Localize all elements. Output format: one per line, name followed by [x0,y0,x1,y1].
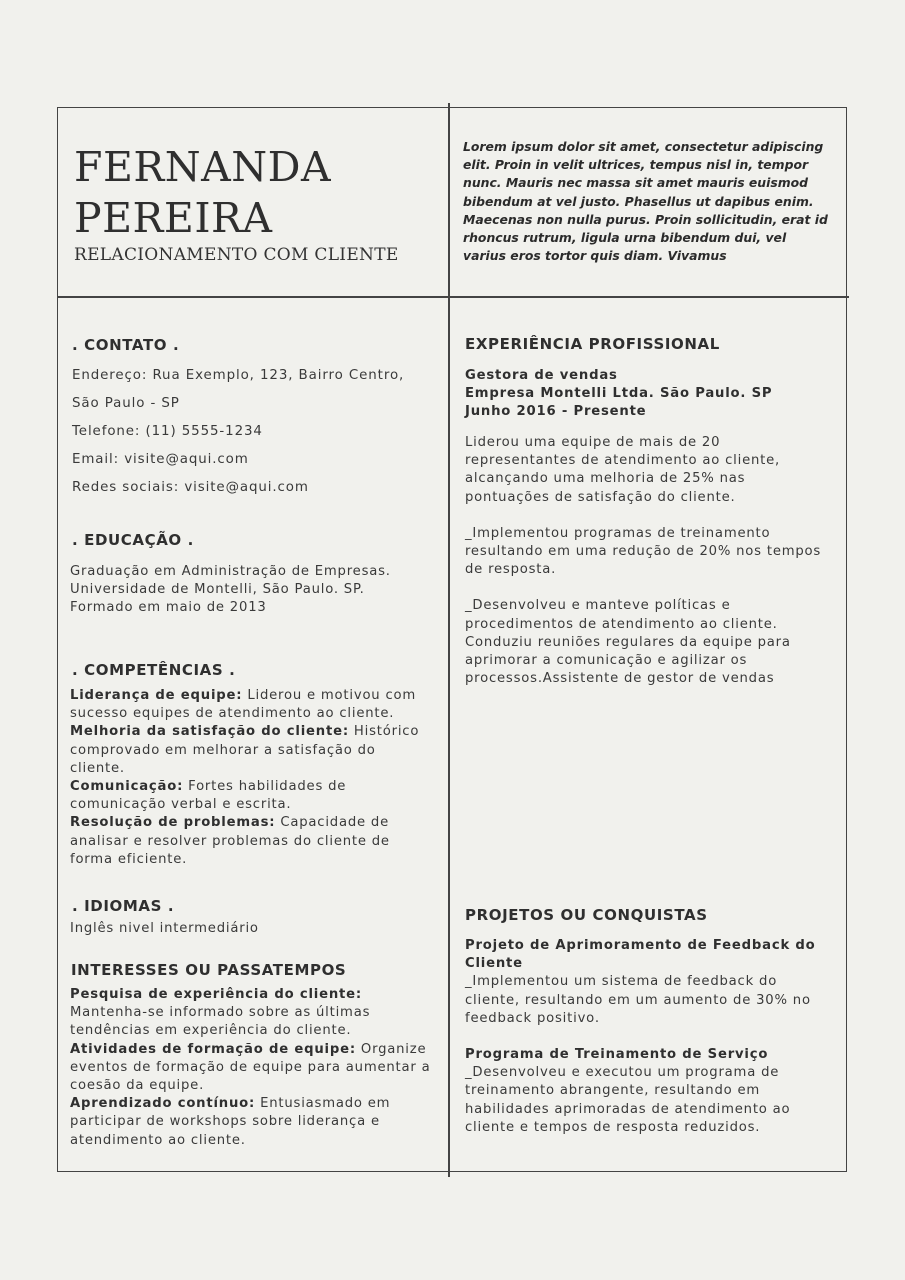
experience-heading: EXPERIÊNCIA PROFISSIONAL [465,335,720,353]
job-description [465,434,830,706]
project-title: Projeto de Aprimoramento de Feedback do Cliente [465,938,816,972]
project-item [465,937,825,1028]
projects-heading: PROJETOS OU CONQUISTAS [465,906,708,924]
skill-item: Liderança de equipe: Liderou e motivou com sucesso equipes de atendimento ao cliente. [70,688,417,722]
full-name [74,142,331,244]
project-text: _Desenvolveu e executou um programa de treinamento abrangente, resultando em habilidades aprimoradas de atendimento ao cliente e tempos de resposta reduzidos. [465,1065,791,1135]
project-title: Programa de Treinamento de Serviço [465,1047,769,1063]
skills-list [70,687,435,869]
horizontal-divider [57,296,849,298]
education-text: Graduação em Administração de Empresas. Universidade de Montelli, São Paulo. SP. Formado em maio de 2013 [70,564,391,616]
contact-heading: . CONTATO . [72,336,180,354]
interest-item: Atividades de formação de equipe: Organize eventos de formação de equipe para aumentar a coesão da equipe. [70,1041,431,1094]
languages-heading: . IDIOMAS . [72,897,175,915]
first-name: FERNANDA [74,143,332,191]
education-heading: . EDUCAÇÃO . [72,531,194,549]
contact-email: Email: visite@aqui.com [72,452,249,467]
skill-item: Comunicação: Fortes habilidades de comunicação verbal e escrita. [70,779,347,813]
skills-heading: . COMPETÊNCIAS . [72,661,236,679]
interest-item: Pesquisa de experiência do cliente: Mantenha-se informado sobre as últimas tendências em experiência do cliente. [70,987,371,1039]
skill-item: Resolução de problemas: Capacidade de analisar e resolver problemas do cliente de forma eficiente. [70,815,390,867]
languages-text: Inglês nivel intermediário [70,921,259,936]
last-name: PEREIRA [74,194,273,242]
contact-phone: Telefone: (11) 5555-1234 [72,424,263,439]
project-text: _Implementou um sistema de feedback do cliente, resultando em um aumento de 30% no feedback positivo. [465,974,811,1026]
job-period: Junho 2016 - Presente [465,404,647,420]
job-paragraph: Liderou uma equipe de mais de 20 representantes de atendimento ao cliente, alcançando uma melhoria de 25% nas pontuações de satisfação do cliente. [465,435,781,505]
job-header [465,367,825,422]
job-paragraph: _Desenvolveu e manteve políticas e procedimentos de atendimento ao cliente. Conduziu reuniões regulares da equipe para aprimorar a comunicação e agilizar os processos.Assistente de gestor de vendas [465,598,791,687]
project-item [465,1046,825,1137]
job-paragraph: _Implementou programas de treinamento resultando em uma redução de 20% nos tempos de resposta. [465,525,822,578]
vertical-divider [448,103,450,1177]
interests-heading: INTERESSES OU PASSATEMPOS [71,961,347,979]
intro-text: Lorem ipsum dolor sit amet, consectetur adipiscing elit. Proin in velit ultrices, tempus nisl in, tempor nunc. Mauris nec massa sit amet mauris euismod bibendum at vel justo. Phasellus ut dapibus enim. Maecenas non nulla purus. Proin sollicitudin, erat id rhoncus rutrum, ligula urna bibendum dui, vel varius eros tortor quis diam. Vivamus [463,139,828,264]
job-title: Gestora de vendas [465,368,618,383]
job-company: Empresa Montelli Ltda. São Paulo. SP [465,386,773,402]
contact-address: Endereço: Rua Exemplo, 123, Bairro Centro, [72,368,405,383]
skill-item: Melhoria da satisfação do cliente: Histórico comprovado em melhorar a satisfação do cliente. [70,724,420,776]
contact-city: São Paulo - SP [72,396,180,411]
job-role: RELACIONAMENTO COM CLIENTE [74,245,399,265]
interest-item: Aprendizado contínuo: Entusiasmado em participar de workshops sobre liderança e atendimento ao cliente. [70,1096,391,1148]
interests-list [70,986,438,1150]
projects-list [465,937,825,1155]
contact-social: Redes sociais: visite@aqui.com [72,480,309,495]
